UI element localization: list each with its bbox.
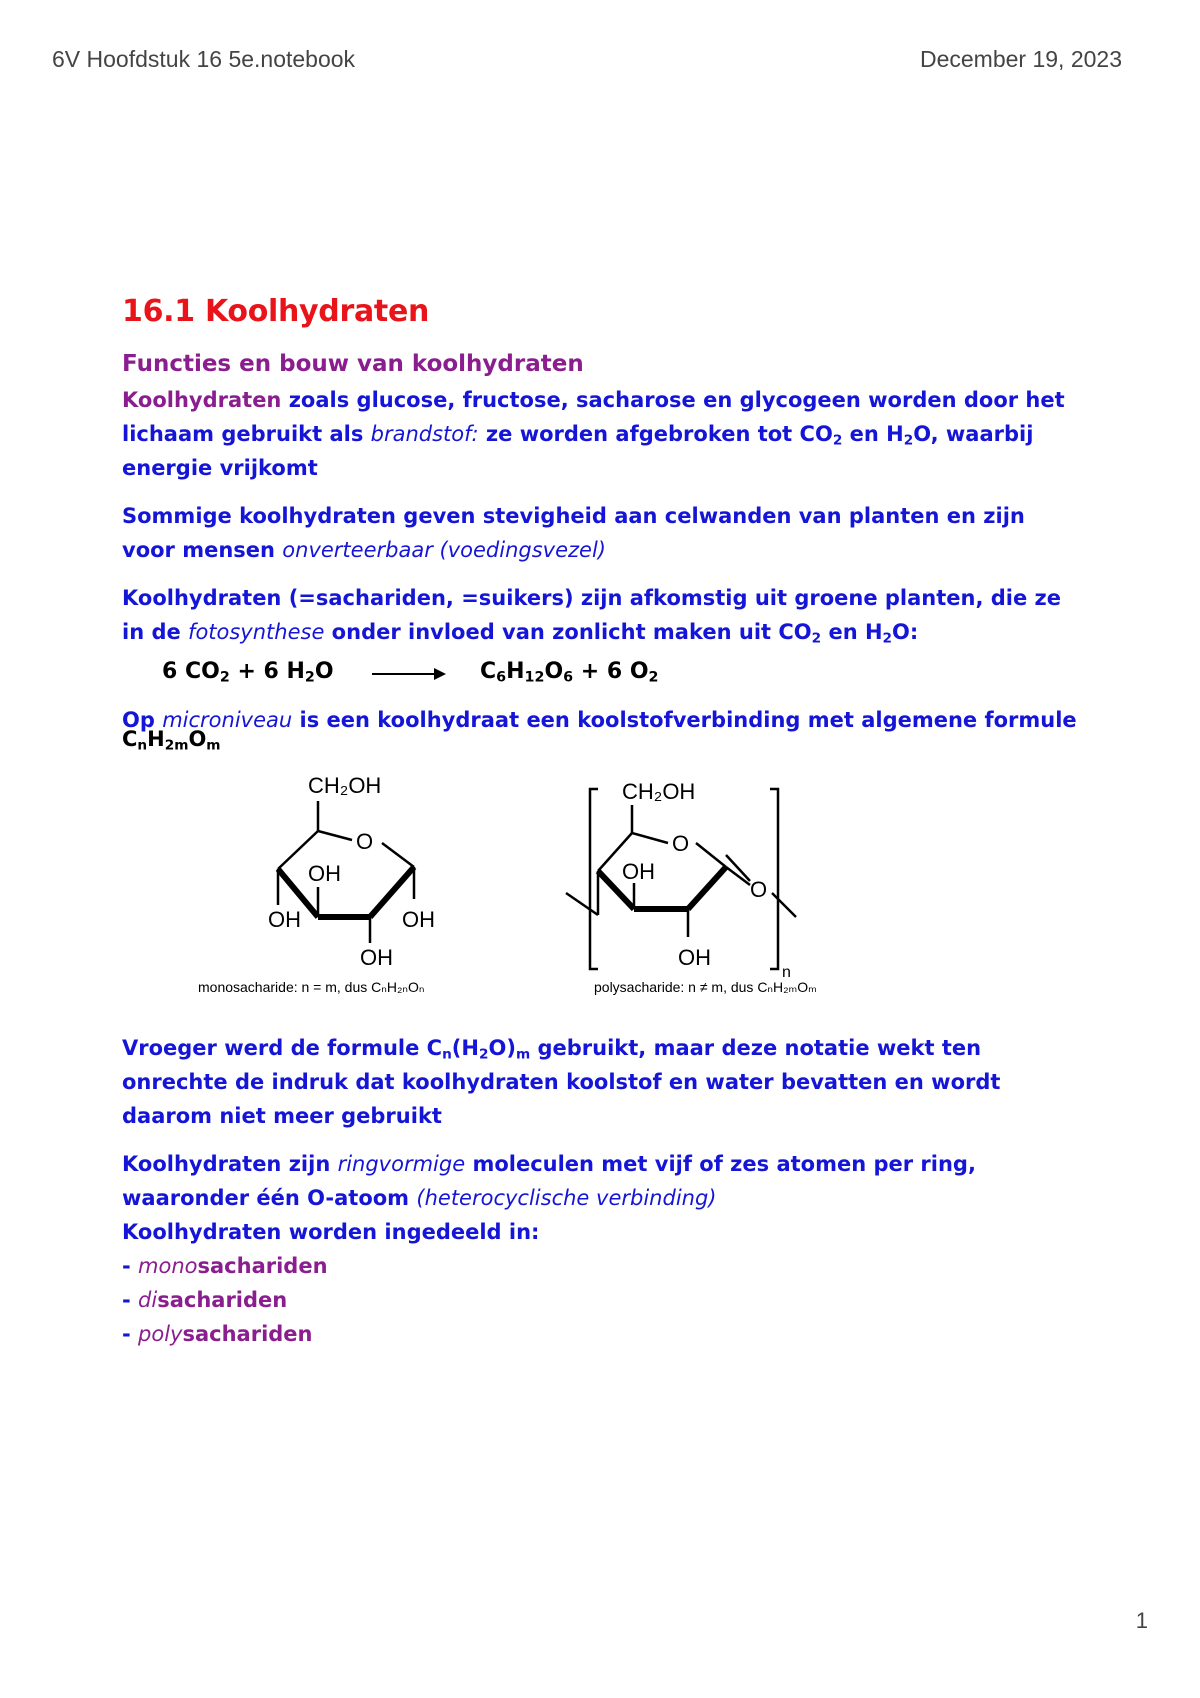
text-span: microniveau (162, 708, 293, 732)
poly-oh-bottom-label: OH (678, 945, 711, 970)
text-span: O: (892, 620, 919, 644)
page-content (122, 294, 1082, 1351)
text-span: Sommige koolhydraten geven stevigheid aan celwanden van planten en zijn voor mensen (122, 504, 1025, 562)
page-number: 1 (1135, 1608, 1148, 1633)
list-item: - disachariden (122, 1288, 288, 1312)
subscript: 2 (882, 630, 893, 647)
mono-ch2oh-label: CH₂OH (308, 773, 382, 798)
text-span: zoals glucose, fructose, sacharose en glycogeen worden door het lichaam gebruikt als (122, 388, 1065, 446)
subscript: 2 (903, 432, 914, 449)
saccharide-classes-list (122, 1249, 1082, 1351)
text-span: onder invloed van zonlicht maken uit CO (324, 620, 812, 644)
paragraph-photosynthesis (122, 581, 1082, 649)
photosynthesis-equation (162, 659, 1082, 693)
text-span: Koolhydraten (=sachariden, =suikers) zijn afkomstig uit groene planten, die ze in de (122, 586, 1062, 644)
poly-repeat-n-label: n (782, 964, 791, 981)
text-span: O, waarbij energie vrijkomt (122, 422, 1034, 480)
text-span: onverteerbaar (voedingsvezel) (282, 538, 606, 562)
text-span: ze worden afgebroken tot CO (478, 422, 833, 446)
reaction-arrow-icon (372, 673, 444, 675)
text-span: (heterocyclische verbinding) (416, 1186, 717, 1210)
paragraph-functions (122, 383, 1082, 485)
text-span: ringvormige (337, 1152, 466, 1176)
paragraph-microlevel: Op microniveau is een koolhydraat een koolstofverbinding met algemene formule (122, 708, 1077, 732)
notebook-title: 6V Hoofdstuk 16 5e.notebook (52, 46, 356, 72)
poly-ch2oh-label: CH₂OH (622, 779, 696, 804)
equation-left-side: 6 $CO_2 + 6$ $H_2O$ (162, 659, 334, 686)
paragraph-ring-structure: Koolhydraten zijn ringvormige moleculen met vijf of zes atomen per ring, waaronder één O-atoom (heterocyclische verbinding) Koolhydraten worden ingedeeld in: (122, 1152, 976, 1244)
text-span: en H (821, 620, 883, 644)
poly-glycosidic-oxygen-label: O (750, 877, 768, 902)
monosaccharide-caption: monosacharide: n = m, dus CₙH₂ₙOₙ (198, 979, 425, 995)
text-span: fotosynthese (188, 620, 325, 644)
section-title: 16.1 Koolhydraten (122, 294, 430, 329)
mono-oh-bottom-label: OH (360, 945, 393, 970)
text-span: en H (842, 422, 904, 446)
list-item: - monosachariden (122, 1254, 328, 1278)
paragraph-cell-walls (122, 499, 1082, 567)
mono-oh-inner-label: OH (308, 861, 341, 886)
mono-oh-left-label: OH (268, 907, 301, 932)
sugar-structures-figure (122, 759, 1082, 1031)
page-date: December 19, 2023 (919, 46, 1122, 72)
general-formula: $C_nH_{2m}O_m$ (122, 727, 221, 754)
mono-oh-right-label: OH (402, 907, 435, 932)
polysaccharide-caption: polysacharide: n ≠ m, dus CₙH₂ₘOₘ (594, 979, 817, 995)
text-span: Koolhydraten (122, 388, 282, 412)
mono-ring-oxygen-label: O (356, 829, 374, 854)
paragraph-old-formula: Vroeger werd de formule $C_n(H_2O)_m$ gebruikt, maar deze notatie wekt ten onrechte de indruk dat koolhydraten koolstof en water bevatten en wordt daarom niet meer gebruikt (122, 1036, 1001, 1128)
equation-right-side: $C_6H_{12}O_6 + 6$ $O_2$ (480, 659, 659, 686)
classification-intro: Koolhydraten worden ingedeeld in: (122, 1220, 540, 1244)
subscript: 2 (832, 432, 843, 449)
subscript: 2 (811, 630, 822, 647)
section-subtitle: Functies en bouw van koolhydraten (122, 351, 584, 377)
poly-ring-oxygen-label: O (672, 831, 690, 856)
poly-oh-inner-label: OH (622, 859, 655, 884)
list-item: - polysachariden (122, 1322, 313, 1346)
text-span: brandstof: (370, 422, 479, 446)
structural-formulas-diagram (122, 759, 1082, 1009)
